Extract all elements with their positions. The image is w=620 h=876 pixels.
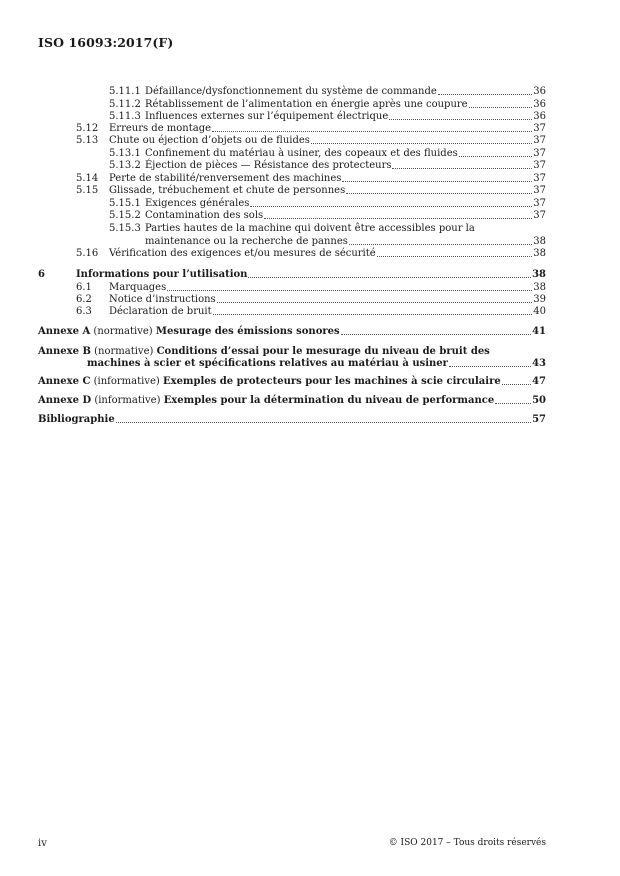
toc-entry[interactable] [38,282,546,294]
toc-page: 50 [532,395,546,406]
toc-entry[interactable] [38,236,546,248]
toc-entry[interactable] [38,306,546,318]
toc-title: Marquages [109,282,167,293]
toc-number: 5.11.1 [109,86,141,97]
toc-leader [341,334,531,335]
toc-number: 6.3 [76,306,92,317]
toc-page: 37 [533,173,546,184]
toc-number: 5.11.2 [109,99,141,110]
toc-bibliography-entry[interactable] [38,414,546,426]
toc-annex-entry[interactable] [38,358,546,370]
toc-entry[interactable] [38,198,546,210]
toc-number: 5.16 [76,248,99,259]
toc-leader [449,366,531,367]
toc-title: Confinement du matériau à usiner, des copeaux et des fluides [145,148,458,159]
toc-title: Déclaration de bruit [109,306,212,317]
toc-leader [459,156,533,157]
annex-title: Mesurage des émissions sonores [155,326,340,337]
toc-leader [502,384,531,385]
toc-entry-chapter[interactable] [38,269,546,281]
toc-page: 40 [533,306,546,317]
toc-page: 43 [532,358,546,369]
toc-entry[interactable] [38,294,546,306]
toc-number: 5.13.2 [109,160,141,171]
toc-leader [213,314,533,315]
toc-leader [167,290,532,291]
toc-entry[interactable] [38,123,546,135]
toc-page: 37 [533,123,546,134]
toc-leader [264,218,532,219]
toc-number: 6.2 [76,294,92,305]
toc-title: Exigences générales [145,198,250,209]
toc-number: 5.13 [76,135,99,146]
toc-title: Erreurs de montage [109,123,212,134]
annex-kind: (informative) [93,376,160,387]
toc-page: 37 [533,210,546,221]
toc-page: 36 [533,111,546,122]
toc-number: 5.15.2 [109,210,141,221]
toc-page: 38 [533,236,546,247]
toc-title: Défaillance/dysfonctionnement du système de commande [145,86,437,97]
toc-entry[interactable] [38,160,546,172]
toc-leader [248,277,531,278]
toc-title: Notice d’instructions [109,294,216,305]
annex-kind: (normative) [94,346,154,357]
toc-leader [389,119,532,120]
toc-leader [311,143,532,144]
toc-page: 37 [533,185,546,196]
toc-leader [250,206,532,207]
toc-page: 37 [533,198,546,209]
toc-number: 6.1 [76,282,92,293]
toc-page: 38 [533,282,546,293]
toc-title: maintenance ou la recherche de pannes [145,236,348,247]
toc-page: 39 [533,294,546,305]
annex-kind: (informative) [94,395,161,406]
annex-label: Annexe D [38,395,92,406]
toc-leader [469,107,533,108]
toc-number: 5.12 [76,123,99,134]
toc-entry[interactable] [38,210,546,222]
document-id: ISO 16093:2017(F) [38,35,174,50]
annex-label: Annexe B [38,346,91,357]
toc-entry[interactable] [38,99,546,111]
toc-page: 36 [533,86,546,97]
toc-page: 57 [532,414,546,425]
toc-leader [342,181,532,182]
bibliography-title: Bibliographie [38,414,115,425]
toc-leader [346,193,532,194]
toc-annex-entry[interactable] [38,376,546,388]
annex-title: Exemples de protecteurs pour les machines à scie circulaire [162,376,501,387]
annex-label: Annexe A [38,326,91,337]
annex-label: Annexe C [38,376,91,387]
toc-page: 37 [533,135,546,146]
annex-title-line2: machines à scier et spécifications relatives au matériau à usiner [87,358,448,369]
toc-title: Perte de stabilité/renversement des machines [109,173,342,184]
toc-title-line1: Parties hautes de la machine qui doivent être accessibles pour la [145,223,475,234]
toc-entry[interactable] [38,111,546,123]
copyright-notice: © ISO 2017 – Tous droits réservés [388,838,546,848]
annex-title: Exemples pour la détermination du niveau de performance [163,395,495,406]
toc-title: Rétablissement de l’alimentation en énergie après une coupure [145,99,468,110]
toc-leader [377,256,533,257]
table-of-contents [38,0,546,876]
toc-page: 37 [533,160,546,171]
toc-annex-entry-first-line[interactable] [38,346,546,358]
toc-page: 38 [533,248,546,259]
toc-leader [116,422,531,423]
toc-annex-entry[interactable] [38,395,546,407]
toc-leader [392,168,532,169]
toc-entry[interactable] [38,148,546,160]
toc-number: 5.11.3 [109,111,141,122]
toc-number: 5.15.1 [109,198,141,209]
page-number: iv [38,838,47,849]
toc-leader [495,403,531,404]
annex-title: Conditions d’essai pour le mesurage du niveau de bruit des [156,346,490,357]
toc-entry[interactable] [38,185,546,197]
toc-number: 5.14 [76,173,99,184]
toc-number: 5.15 [76,185,99,196]
toc-title: Vérification des exigences et/ou mesures de sécurité [109,248,376,259]
toc-leader [349,244,532,245]
toc-entry-first-line[interactable] [38,223,546,235]
toc-number: 5.15.3 [109,223,141,234]
toc-entry[interactable] [38,135,546,147]
toc-page: 47 [532,376,546,387]
toc-page: 36 [533,99,546,110]
toc-page: 41 [532,326,546,337]
toc-title: Contamination des sols [145,210,264,221]
toc-entry[interactable] [38,173,546,185]
toc-number: 5.13.1 [109,148,141,159]
toc-page: 38 [532,269,546,280]
toc-title: Influences externes sur l’équipement électrique [145,111,389,122]
toc-annex-entry[interactable] [38,326,546,338]
toc-title: Glissade, trébuchement et chute de personnes [109,185,346,196]
toc-number: 6 [38,269,45,280]
toc-leader [217,302,533,303]
toc-title: Chute ou éjection d’objets ou de fluides [109,135,310,146]
toc-page: 37 [533,148,546,159]
toc-entry[interactable] [38,248,546,260]
toc-entry[interactable] [38,86,546,98]
annex-kind: (normative) [93,326,153,337]
toc-leader [438,94,533,95]
toc-title: Éjection de pièces — Résistance des protecteurs [145,160,392,171]
toc-title: Informations pour l’utilisation [76,269,248,280]
toc-leader [212,131,532,132]
